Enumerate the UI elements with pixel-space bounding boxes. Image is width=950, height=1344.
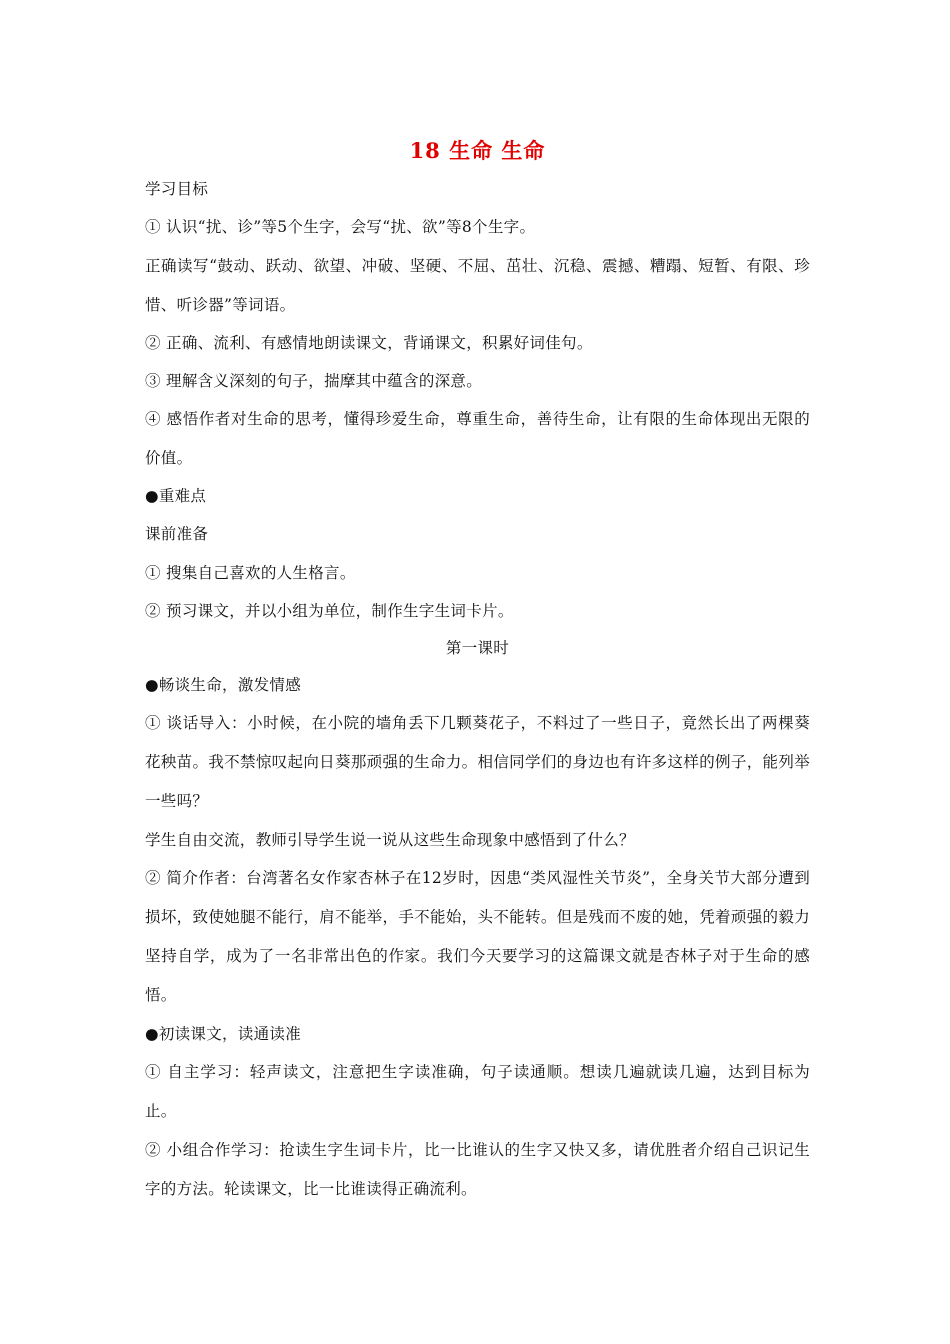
section-heading-first-lesson: 第一课时 xyxy=(445,639,510,657)
section-heading-key-points: ●重难点 xyxy=(145,487,207,505)
preparation-1: ① 搜集自己喜欢的人生格言。 xyxy=(145,564,356,582)
section-heading-first-reading: ●初读课文，读通读准 xyxy=(145,1025,302,1043)
group-study: ② 小组合作学习：抢读生字生词卡片，比一比谁认的生字又快又多，请优胜者介绍自己识记生字的方法。轮读课文，比一比谁读得正确流利。 xyxy=(145,1141,810,1198)
section-heading-objectives: 学习目标 xyxy=(145,180,209,198)
author-intro: ② 简介作者：台湾著名女作家杏林子在12岁时，因患“类风湿性关节炎”，全身关节大部分遭到损坏，致使她腿不能行，肩不能举，手不能始，头不能转。但是残而不废的她，凭着顽强的毅力坚持自学，成为了一名非常出色的作家。我们今天要学习的这篇课文就是杏林子对于生命的感悟。 xyxy=(145,869,810,1004)
section-heading-talk-life: ●畅谈生命，激发情感 xyxy=(145,676,302,694)
objective-4: ④ 感悟作者对生命的思考，懂得珍爱生命，尊重生命，善待生命，让有限的生命体现出无限的价值。 xyxy=(145,410,810,467)
preparation-2: ② 预习课文，并以小组为单位，制作生字生词卡片。 xyxy=(145,602,514,620)
objective-1: ① 认识“扰、诊”等5个生字，会写“扰、欲”等8个生字。 xyxy=(145,218,536,236)
student-exchange: 学生自由交流，教师引导学生说一说从这些生命现象中感悟到了什么？ xyxy=(145,831,635,849)
objective-2: ② 正确、流利、有感情地朗读课文，背诵课文，积累好词佳句。 xyxy=(145,334,593,352)
self-study: ① 自主学习：轻声读文，注意把生字读准确，句子读通顺。想读几遍就读几遍，达到目标为止。 xyxy=(145,1063,810,1120)
lesson-title: 18 生命 生命 xyxy=(409,138,546,163)
objective-3: ③ 理解含义深刻的句子，揣摩其中蕴含的深意。 xyxy=(145,372,483,390)
objective-1-words: 正确读写“鼓动、跃动、欲望、冲破、坚硬、不屈、茁壮、沉稳、震撼、糟蹋、短暂、有限、珍惜、听诊器”等词语。 xyxy=(145,257,810,314)
talk-intro: ① 谈话导入：小时候，在小院的墙角丢下几颗葵花子，不料过了一些日子，竟然长出了两棵葵花秧苗。我不禁惊叹起向日葵那顽强的生命力。相信同学们的身边也有许多这样的例子，能列举一些吗？ xyxy=(145,714,810,810)
section-heading-preparation: 课前准备 xyxy=(145,525,209,543)
